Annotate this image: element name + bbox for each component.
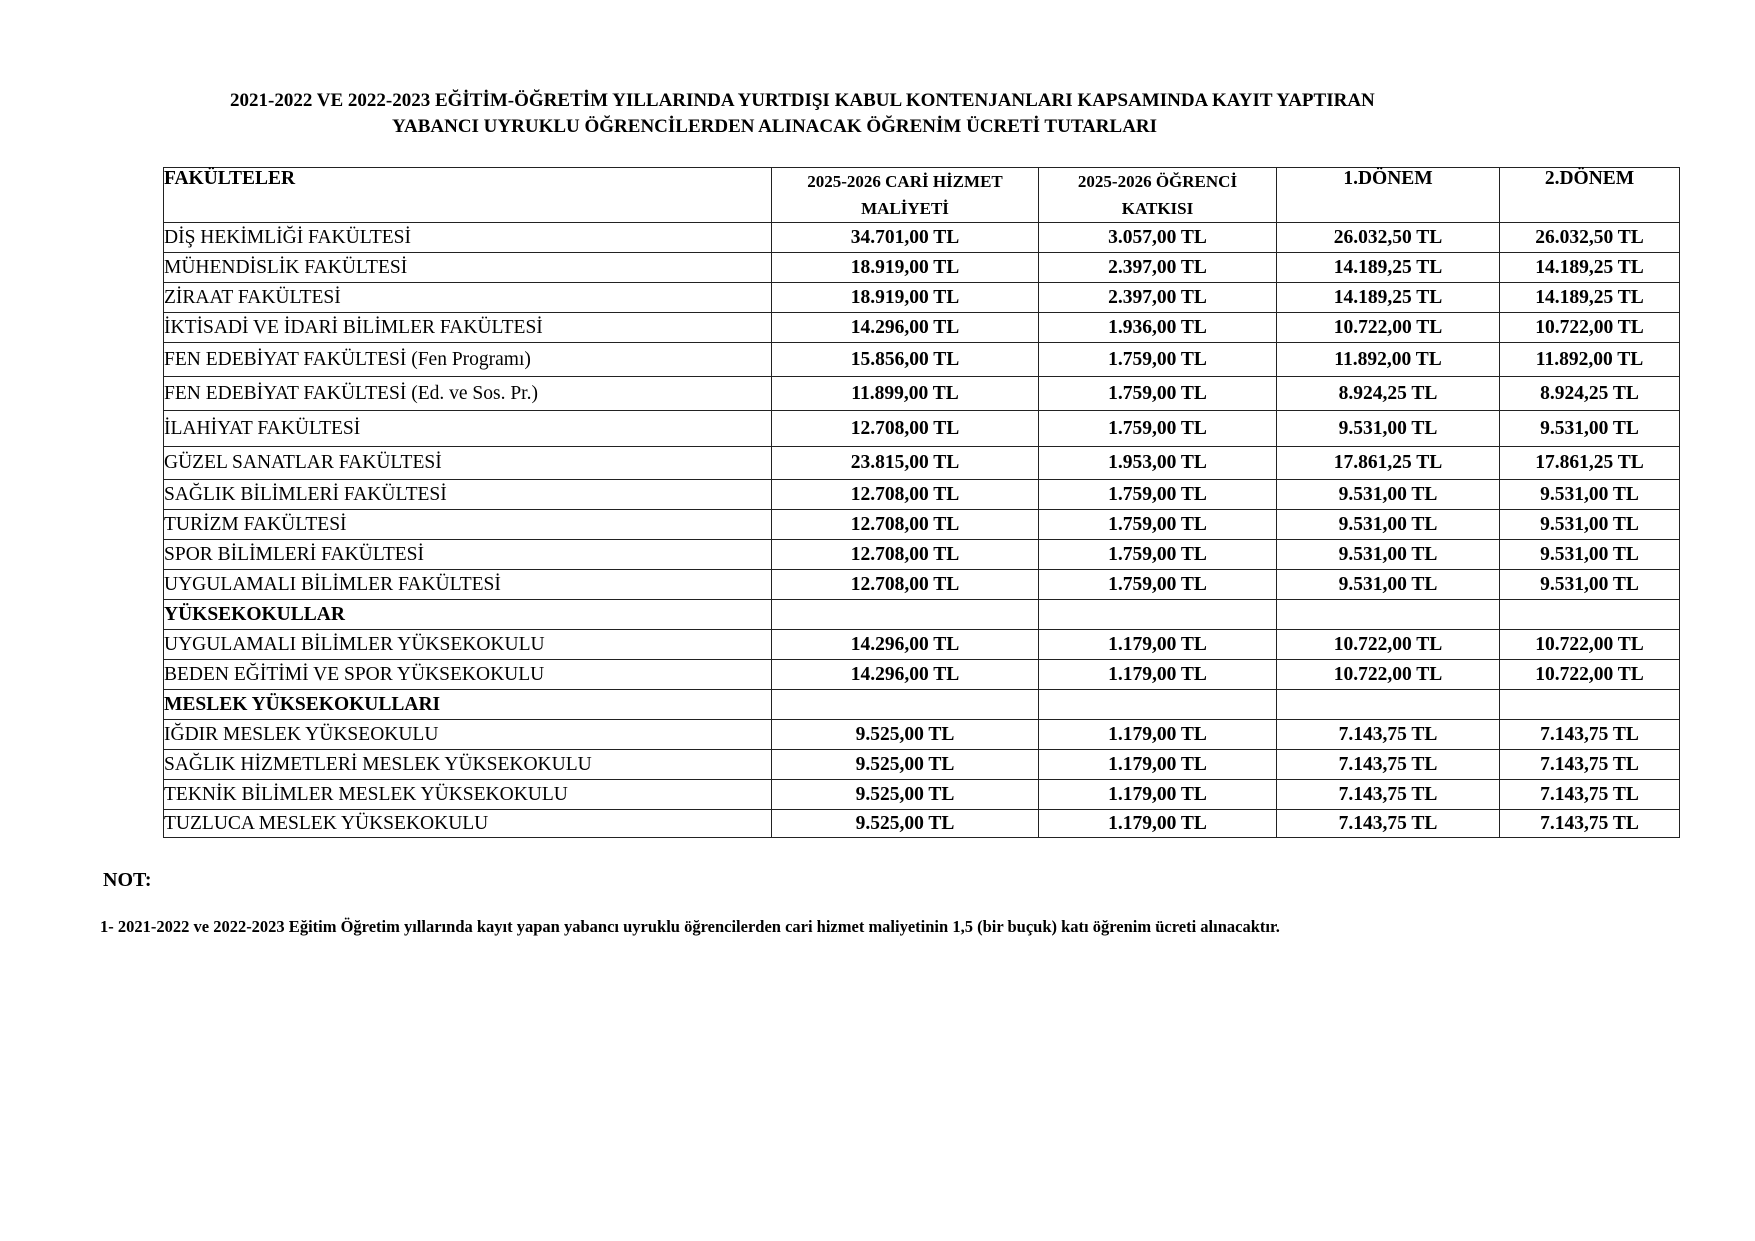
service-cost-cell bbox=[772, 690, 1039, 720]
term-2-cell bbox=[1500, 600, 1680, 630]
student-contribution-cell: 1.179,00 TL bbox=[1039, 810, 1277, 838]
term-1-cell: 17.861,25 TL bbox=[1277, 447, 1500, 480]
name-cell: SAĞLIK BİLİMLERİ FAKÜLTESİ bbox=[164, 480, 772, 510]
table-row bbox=[164, 660, 1680, 690]
term-1-cell: 10.722,00 TL bbox=[1277, 660, 1500, 690]
table-row bbox=[164, 570, 1680, 600]
service-cost-cell: 34.701,00 TL bbox=[772, 223, 1039, 253]
student-contribution-cell: 1.179,00 TL bbox=[1039, 630, 1277, 660]
term-2-cell: 14.189,25 TL bbox=[1500, 253, 1680, 283]
name-cell: TUZLUCA MESLEK YÜKSEKOKULU bbox=[164, 810, 772, 838]
name-cell: MÜHENDİSLİK FAKÜLTESİ bbox=[164, 253, 772, 283]
student-contribution-cell: 1.759,00 TL bbox=[1039, 411, 1277, 447]
service-cost-cell: 12.708,00 TL bbox=[772, 510, 1039, 540]
header-faculties: FAKÜLTELER bbox=[164, 168, 772, 223]
service-cost-cell: 12.708,00 TL bbox=[772, 411, 1039, 447]
service-cost-cell: 14.296,00 TL bbox=[772, 313, 1039, 343]
term-2-cell: 9.531,00 TL bbox=[1500, 480, 1680, 510]
term-1-cell bbox=[1277, 600, 1500, 630]
table-row bbox=[164, 540, 1680, 570]
service-cost-cell: 14.296,00 TL bbox=[772, 630, 1039, 660]
student-contribution-cell: 1.179,00 TL bbox=[1039, 750, 1277, 780]
student-contribution-cell: 3.057,00 TL bbox=[1039, 223, 1277, 253]
term-1-cell bbox=[1277, 690, 1500, 720]
service-cost-cell: 18.919,00 TL bbox=[772, 253, 1039, 283]
student-contribution-cell: 1.179,00 TL bbox=[1039, 660, 1277, 690]
student-contribution-cell bbox=[1039, 600, 1277, 630]
service-cost-cell: 9.525,00 TL bbox=[772, 810, 1039, 838]
term-2-cell: 7.143,75 TL bbox=[1500, 810, 1680, 838]
student-contribution-cell: 1.759,00 TL bbox=[1039, 540, 1277, 570]
table-row bbox=[164, 343, 1680, 377]
student-contribution-cell: 1.759,00 TL bbox=[1039, 343, 1277, 377]
term-1-cell: 10.722,00 TL bbox=[1277, 313, 1500, 343]
table-row bbox=[164, 411, 1680, 447]
student-contribution-cell: 1.759,00 TL bbox=[1039, 377, 1277, 411]
name-cell: ZİRAAT FAKÜLTESİ bbox=[164, 283, 772, 313]
header-student-contribution bbox=[1039, 168, 1277, 223]
name-cell: BEDEN EĞİTİMİ VE SPOR YÜKSEKOKULU bbox=[164, 660, 772, 690]
header-term-2: 2.DÖNEM bbox=[1500, 168, 1680, 223]
student-contribution-cell: 2.397,00 TL bbox=[1039, 283, 1277, 313]
table-row bbox=[164, 313, 1680, 343]
term-2-cell: 10.722,00 TL bbox=[1500, 630, 1680, 660]
section-row bbox=[164, 600, 1680, 630]
name-cell: UYGULAMALI BİLİMLER YÜKSEKOKULU bbox=[164, 630, 772, 660]
term-2-cell: 11.892,00 TL bbox=[1500, 343, 1680, 377]
term-1-cell: 14.189,25 TL bbox=[1277, 283, 1500, 313]
term-1-cell: 7.143,75 TL bbox=[1277, 750, 1500, 780]
term-1-cell: 11.892,00 TL bbox=[1277, 343, 1500, 377]
term-1-cell: 9.531,00 TL bbox=[1277, 540, 1500, 570]
section-row bbox=[164, 690, 1680, 720]
term-2-cell: 9.531,00 TL bbox=[1500, 540, 1680, 570]
name-cell: İKTİSADİ VE İDARİ BİLİMLER FAKÜLTESİ bbox=[164, 313, 772, 343]
table-row bbox=[164, 283, 1680, 313]
name-cell: SAĞLIK HİZMETLERİ MESLEK YÜKSEKOKULU bbox=[164, 750, 772, 780]
service-cost-cell: 12.708,00 TL bbox=[772, 540, 1039, 570]
table-row bbox=[164, 510, 1680, 540]
service-cost-cell: 12.708,00 TL bbox=[772, 480, 1039, 510]
table-row bbox=[164, 810, 1680, 838]
table-row bbox=[164, 253, 1680, 283]
service-cost-cell: 9.525,00 TL bbox=[772, 780, 1039, 810]
service-cost-cell: 9.525,00 TL bbox=[772, 720, 1039, 750]
table-row bbox=[164, 377, 1680, 411]
service-cost-cell: 12.708,00 TL bbox=[772, 570, 1039, 600]
term-1-cell: 9.531,00 TL bbox=[1277, 510, 1500, 540]
term-2-cell: 10.722,00 TL bbox=[1500, 313, 1680, 343]
term-1-cell: 26.032,50 TL bbox=[1277, 223, 1500, 253]
term-2-cell: 8.924,25 TL bbox=[1500, 377, 1680, 411]
term-1-cell: 14.189,25 TL bbox=[1277, 253, 1500, 283]
name-cell: FEN EDEBİYAT FAKÜLTESİ (Fen Programı) bbox=[164, 343, 772, 377]
term-1-cell: 9.531,00 TL bbox=[1277, 411, 1500, 447]
term-1-cell: 9.531,00 TL bbox=[1277, 480, 1500, 510]
title-line-1: 2021-2022 VE 2022-2023 EĞİTİM-ÖĞRETİM YILLARINDA YURTDIŞI KABUL KONTENJANLARI KAPSAMINDA KAYIT YAPTIRAN bbox=[230, 90, 1375, 111]
term-1-cell: 7.143,75 TL bbox=[1277, 720, 1500, 750]
title-line-2: YABANCI UYRUKLU ÖĞRENCİLERDEN ALINACAK ÖĞRENİM ÜCRETİ TUTARLARI bbox=[392, 116, 1158, 137]
name-cell: İLAHİYAT FAKÜLTESİ bbox=[164, 411, 772, 447]
table-row bbox=[164, 480, 1680, 510]
header-row bbox=[164, 168, 1680, 223]
term-2-cell: 26.032,50 TL bbox=[1500, 223, 1680, 253]
service-cost-cell: 14.296,00 TL bbox=[772, 660, 1039, 690]
student-contribution-cell: 1.936,00 TL bbox=[1039, 313, 1277, 343]
table-row bbox=[164, 720, 1680, 750]
student-contribution-cell: 1.759,00 TL bbox=[1039, 570, 1277, 600]
table-row bbox=[164, 750, 1680, 780]
service-cost-cell: 11.899,00 TL bbox=[772, 377, 1039, 411]
student-contribution-cell: 2.397,00 TL bbox=[1039, 253, 1277, 283]
term-2-cell: 17.861,25 TL bbox=[1500, 447, 1680, 480]
header-term-1: 1.DÖNEM bbox=[1277, 168, 1500, 223]
service-cost-cell: 18.919,00 TL bbox=[772, 283, 1039, 313]
header-student-contribution-line1: 2025-2026 ÖĞRENCİ bbox=[1077, 172, 1238, 191]
student-contribution-cell: 1.759,00 TL bbox=[1039, 480, 1277, 510]
fee-table bbox=[163, 167, 1680, 838]
student-contribution-cell: 1.179,00 TL bbox=[1039, 720, 1277, 750]
student-contribution-cell: 1.759,00 TL bbox=[1039, 510, 1277, 540]
service-cost-cell: 15.856,00 TL bbox=[772, 343, 1039, 377]
term-1-cell: 8.924,25 TL bbox=[1277, 377, 1500, 411]
term-2-cell: 9.531,00 TL bbox=[1500, 570, 1680, 600]
term-2-cell: 9.531,00 TL bbox=[1500, 411, 1680, 447]
name-cell: TURİZM FAKÜLTESİ bbox=[164, 510, 772, 540]
term-2-cell: 14.189,25 TL bbox=[1500, 283, 1680, 313]
header-service-cost-line1: 2025-2026 CARİ HİZMET bbox=[807, 172, 1003, 191]
name-cell: GÜZEL SANATLAR FAKÜLTESİ bbox=[164, 447, 772, 480]
service-cost-cell bbox=[772, 600, 1039, 630]
name-cell: YÜKSEKOKULLAR bbox=[164, 600, 772, 630]
term-2-cell: 7.143,75 TL bbox=[1500, 750, 1680, 780]
header-service-cost bbox=[772, 168, 1039, 223]
term-2-cell: 7.143,75 TL bbox=[1500, 720, 1680, 750]
table-row bbox=[164, 447, 1680, 480]
name-cell: UYGULAMALI BİLİMLER FAKÜLTESİ bbox=[164, 570, 772, 600]
header-service-cost-line2: MALİYETİ bbox=[861, 199, 949, 218]
name-cell: SPOR BİLİMLERİ FAKÜLTESİ bbox=[164, 540, 772, 570]
student-contribution-cell: 1.953,00 TL bbox=[1039, 447, 1277, 480]
table-row bbox=[164, 630, 1680, 660]
name-cell: MESLEK YÜKSEKOKULLARI bbox=[164, 690, 772, 720]
note-label: NOT: bbox=[103, 869, 152, 891]
student-contribution-cell bbox=[1039, 690, 1277, 720]
term-1-cell: 7.143,75 TL bbox=[1277, 780, 1500, 810]
note-text: 1- 2021-2022 ve 2022-2023 Eğitim Öğretim yıllarında kayıt yapan yabancı uyruklu öğrencilerden cari hizmet maliyetinin 1,5 (bir buçuk) katı öğrenim ücreti alınacaktır. bbox=[100, 917, 1280, 936]
term-1-cell: 9.531,00 TL bbox=[1277, 570, 1500, 600]
service-cost-cell: 9.525,00 TL bbox=[772, 750, 1039, 780]
header-student-contribution-line2: KATKISI bbox=[1121, 199, 1194, 218]
service-cost-cell: 23.815,00 TL bbox=[772, 447, 1039, 480]
name-cell: IĞDIR MESLEK YÜKSEOKULU bbox=[164, 720, 772, 750]
term-2-cell: 7.143,75 TL bbox=[1500, 780, 1680, 810]
term-2-cell bbox=[1500, 690, 1680, 720]
student-contribution-cell: 1.179,00 TL bbox=[1039, 780, 1277, 810]
fee-table-body bbox=[164, 223, 1680, 838]
term-2-cell: 9.531,00 TL bbox=[1500, 510, 1680, 540]
term-2-cell: 10.722,00 TL bbox=[1500, 660, 1680, 690]
term-1-cell: 10.722,00 TL bbox=[1277, 630, 1500, 660]
name-cell: DİŞ HEKİMLİĞİ FAKÜLTESİ bbox=[164, 223, 772, 253]
name-cell: FEN EDEBİYAT FAKÜLTESİ (Ed. ve Sos. Pr.) bbox=[164, 377, 772, 411]
table-row bbox=[164, 223, 1680, 253]
term-1-cell: 7.143,75 TL bbox=[1277, 810, 1500, 838]
table-row bbox=[164, 780, 1680, 810]
name-cell: TEKNİK BİLİMLER MESLEK YÜKSEKOKULU bbox=[164, 780, 772, 810]
